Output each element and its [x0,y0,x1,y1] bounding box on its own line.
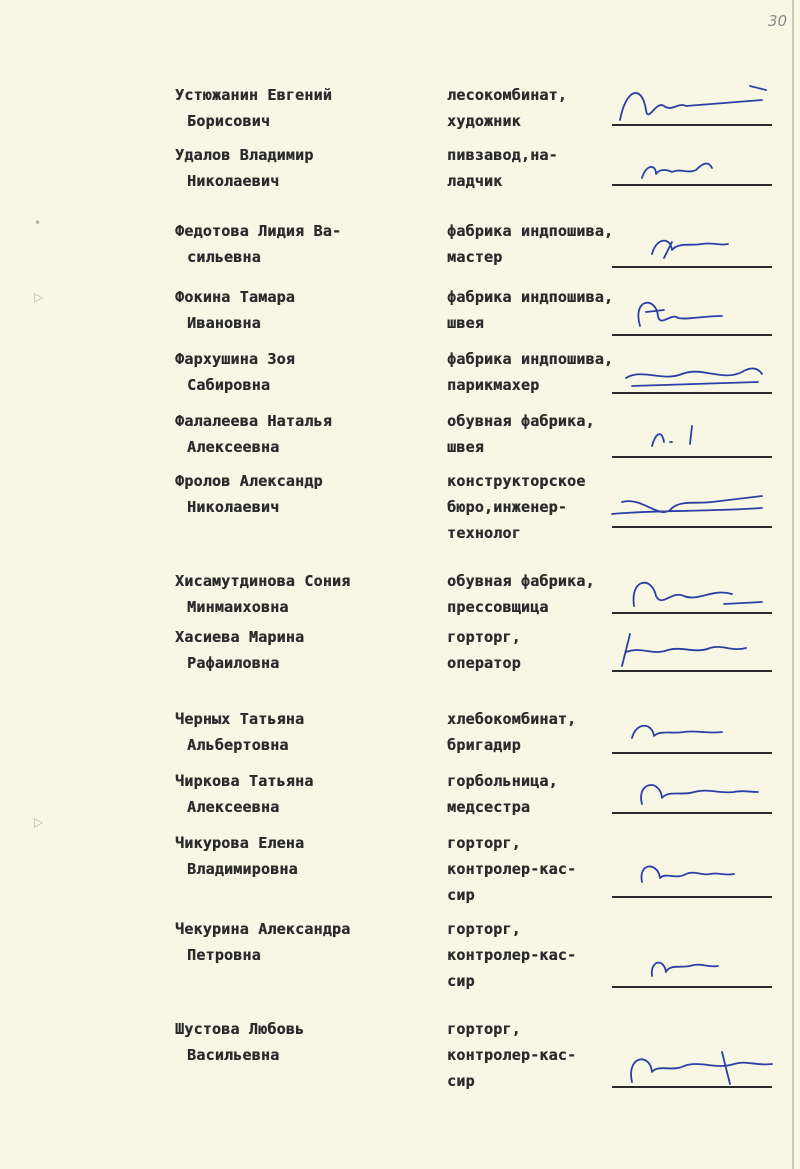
workplace-position-line: прессовщица [447,598,549,616]
punch-mark: ▷ [34,815,44,829]
person-name-line: Шустова Любовь [175,1020,305,1038]
page-edge-line [792,0,794,1169]
person-name-line: Чикурова Елена [175,834,305,852]
person-name-line: Устюжанин Евгений [175,86,332,104]
workplace-position-line: сир [447,1072,475,1090]
person-patronymic-line: Альбертовна [187,736,289,754]
workplace-position-line: бюро,инженер- [447,498,567,516]
workplace-position-line: парикмахер [447,376,540,394]
workplace-position-line: обувная фабрика, [447,412,595,430]
handwritten-signature-icon [612,942,772,996]
workplace-position-line: бригадир [447,736,521,754]
signature-underline [612,124,772,126]
handwritten-signature-icon [612,1042,772,1096]
workplace-position-line: фабрика индпошива, [447,222,614,240]
person-patronymic-line: Борисович [187,112,271,130]
person-patronymic-line: Рафаиловна [187,654,280,672]
signature-underline [612,896,772,898]
workplace-position-line: фабрика индпошива, [447,288,614,306]
handwritten-signature-icon [612,348,772,402]
person-name-line: Хасиева Марина [175,628,305,646]
handwritten-signature-icon [612,482,772,536]
workplace-position-line: контролер-кас- [447,946,577,964]
workplace-position-line: сир [447,972,475,990]
workplace-position-line: обувная фабрика, [447,572,595,590]
person-patronymic-line: Владимировна [187,860,298,878]
workplace-position-line: оператор [447,654,521,672]
workplace-position-line: художник [447,112,521,130]
punch-mark: ▷ [34,290,44,304]
person-name-line: Черных Татьяна [175,710,305,728]
signature-underline [612,670,772,672]
person-patronymic-line: Алексеевна [187,798,280,816]
handwritten-signature-icon [612,568,772,622]
workplace-position-line: горторг, [447,834,521,852]
workplace-position-line: хлебокомбинат, [447,710,577,728]
handwritten-signature-icon [612,768,772,822]
workplace-position-line: мастер [447,248,503,266]
workplace-position-line: фабрика индпошива, [447,350,614,368]
punch-mark: • [34,216,42,230]
person-name-line: Чиркова Татьяна [175,772,314,790]
person-name-line: Фалалеева Наталья [175,412,332,430]
workplace-position-line: ладчик [447,172,503,190]
person-name-line: Хисамутдинова Сония [175,572,351,590]
workplace-position-line: горбольница, [447,772,558,790]
signature-underline [612,334,772,336]
handwritten-signature-icon [612,412,772,466]
handwritten-signature-icon [612,708,772,762]
handwritten-signature-icon [612,140,772,194]
signature-underline [612,526,772,528]
handwritten-signature-icon [612,852,772,906]
workplace-position-line: медсестра [447,798,531,816]
workplace-position-line: сир [447,886,475,904]
person-patronymic-line: Николаевич [187,172,280,190]
handwritten-signature-icon [612,626,772,680]
person-patronymic-line: Николаевич [187,498,280,516]
person-name-line: Фролов Александр [175,472,323,490]
signature-underline [612,456,772,458]
person-patronymic-line: Алексеевна [187,438,280,456]
workplace-position-line: контролер-кас- [447,860,577,878]
workplace-position-line: горторг, [447,628,521,646]
handwritten-signature-icon [612,80,772,134]
person-name-line: Федотова Лидия Ва- [175,222,342,240]
signature-underline [612,612,772,614]
workplace-position-line: горторг, [447,920,521,938]
signature-underline [612,1086,772,1088]
signature-underline [612,812,772,814]
person-patronymic-line: Васильевна [187,1046,280,1064]
signature-underline [612,752,772,754]
person-patronymic-line: Петровна [187,946,261,964]
signature-underline [612,986,772,988]
handwritten-signature-icon [612,290,772,344]
workplace-position-line: швея [447,314,484,332]
workplace-position-line: пивзавод,на- [447,146,558,164]
person-name-line: Фокина Тамара [175,288,295,306]
workplace-position-line: конструкторское [447,472,586,490]
person-name-line: Фархушина Зоя [175,350,295,368]
person-patronymic-line: Минмаиховна [187,598,289,616]
workplace-position-line: контролер-кас- [447,1046,577,1064]
person-patronymic-line: Ивановна [187,314,261,332]
workplace-position-line: лесокомбинат, [447,86,567,104]
signature-underline [612,266,772,268]
workplace-position-line: технолог [447,524,521,542]
person-name-line: Чекурина Александра [175,920,351,938]
workplace-position-line: швея [447,438,484,456]
signature-underline [612,184,772,186]
person-patronymic-line: Сабировна [187,376,271,394]
person-patronymic-line: сильевна [187,248,261,266]
workplace-position-line: горторг, [447,1020,521,1038]
person-name-line: Удалов Владимир [175,146,314,164]
page-number: 30 [768,12,788,30]
handwritten-signature-icon [612,222,772,276]
signature-underline [612,392,772,394]
